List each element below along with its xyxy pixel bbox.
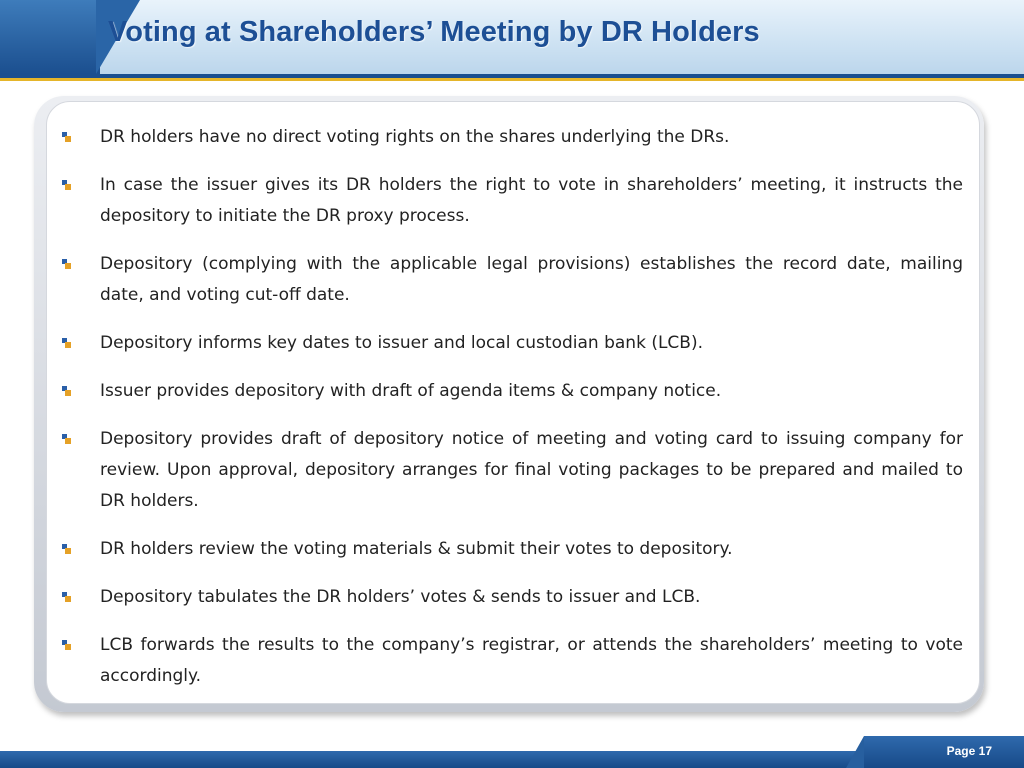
page-number: Page 17 bbox=[946, 744, 992, 758]
bullet-text: In case the issuer gives its DR holders the right to vote in shareholders’ meeting, it instructs the depository to initiate the DR proxy process. bbox=[100, 175, 963, 226]
bullet-text: Depository tabulates the DR holders’ votes & sends to issuer and LCB. bbox=[100, 587, 701, 607]
bullet-item bbox=[62, 170, 963, 232]
square-bullet-icon bbox=[62, 386, 71, 397]
slide-title: Voting at Shareholders’ Meeting by DR Holders bbox=[108, 16, 760, 48]
bullet-text: DR holders have no direct voting rights on the shares underlying the DRs. bbox=[100, 127, 730, 147]
square-bullet-icon bbox=[62, 180, 71, 191]
square-bullet-icon bbox=[62, 338, 71, 349]
header-accent-block bbox=[0, 0, 100, 74]
bullet-text: Depository provides draft of depository notice of meeting and voting card to issuing company for review. Upon approval, depository arranges for final voting packages to be prepared and mailed to DR holders. bbox=[100, 429, 963, 511]
bullet-item bbox=[62, 376, 963, 407]
bullet-item bbox=[62, 424, 963, 517]
bullet-text: Depository informs key dates to issuer and local custodian bank (LCB). bbox=[100, 333, 703, 353]
bullet-text: DR holders review the voting materials & submit their votes to depository. bbox=[100, 539, 733, 559]
square-bullet-icon bbox=[62, 259, 71, 270]
square-bullet-icon bbox=[62, 434, 71, 445]
footer-accent-wedge bbox=[846, 736, 864, 768]
bullet-item bbox=[62, 122, 963, 153]
bullet-item bbox=[62, 534, 963, 565]
bullet-text: LCB forwards the results to the company’s registrar, or attends the shareholders’ meeting to vote accordingly. bbox=[100, 635, 963, 686]
square-bullet-icon bbox=[62, 544, 71, 555]
bullet-text: Depository (complying with the applicable legal provisions) establishes the record date, mailing date, and voting cut-off date. bbox=[100, 254, 963, 305]
square-bullet-icon bbox=[62, 132, 71, 143]
bullet-item bbox=[62, 249, 963, 311]
slide-header bbox=[0, 0, 1024, 74]
square-bullet-icon bbox=[62, 640, 71, 651]
bullet-list bbox=[62, 122, 963, 692]
bullet-item bbox=[62, 630, 963, 692]
header-accent-rule bbox=[0, 78, 1024, 81]
footer-page-tab bbox=[864, 736, 1024, 768]
bullet-item bbox=[62, 328, 963, 359]
square-bullet-icon bbox=[62, 592, 71, 603]
bullet-text: Issuer provides depository with draft of agenda items & company notice. bbox=[100, 381, 722, 401]
bullet-item bbox=[62, 582, 963, 613]
